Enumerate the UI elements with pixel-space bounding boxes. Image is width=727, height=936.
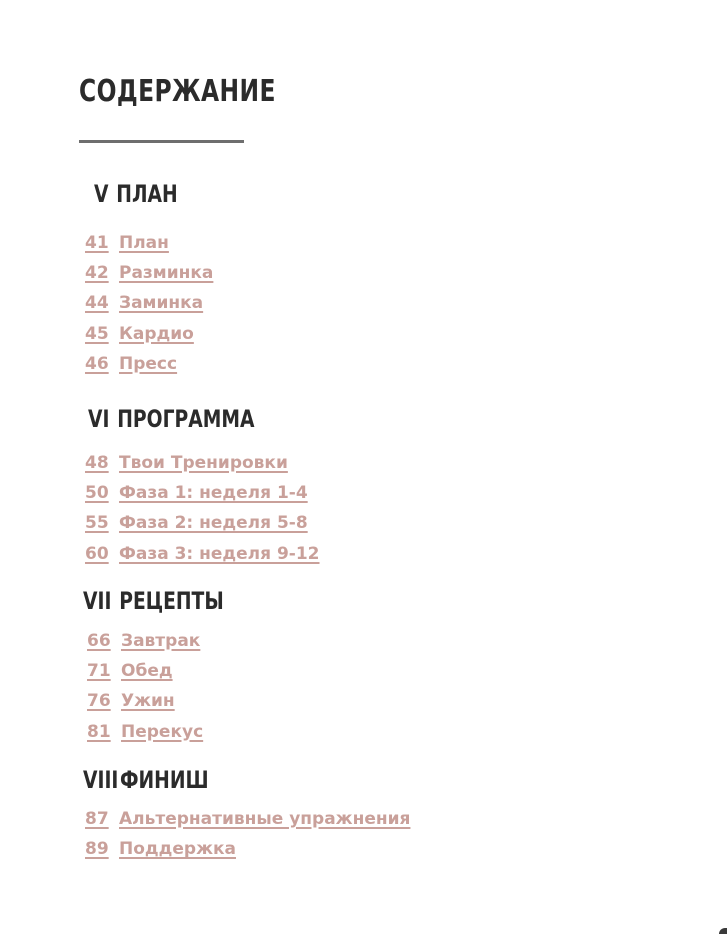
toc-page-number[interactable]: 81 [87,721,111,742]
toc-label[interactable]: Пресс [119,353,178,374]
toc-label[interactable]: Ужин [121,691,175,712]
toc-label[interactable]: Твои Тренировки [119,453,288,473]
toc-page-number[interactable]: 45 [85,323,109,344]
section-numeral: V [94,180,109,208]
toc-entry[interactable] [85,260,213,290]
section-heading-recipes [83,587,224,615]
toc-entry[interactable] [85,230,213,260]
toc-page-number[interactable]: 66 [87,631,111,651]
toc-entry[interactable] [85,290,213,320]
section-numeral: VI [88,405,110,433]
toc-page-number[interactable]: 48 [85,453,109,473]
toc-page-number[interactable]: 46 [85,353,109,374]
toc-entry[interactable] [85,321,213,351]
section-name: ПЛАН [116,180,178,208]
section-heading-finish [83,766,209,794]
toc-entry[interactable] [85,541,320,571]
toc-label[interactable]: Перекус [121,721,204,742]
toc-page-number[interactable]: 60 [85,543,109,564]
toc-entry[interactable] [85,351,213,381]
toc-page-number[interactable]: 42 [85,263,109,284]
toc-entry[interactable] [85,510,320,540]
toc-label[interactable]: Поддержка [119,839,236,860]
page-title: СОДЕРЖАНИЕ [79,74,276,109]
section-name: ПРОГРАММА [117,405,255,433]
toc-page-number[interactable]: 55 [85,513,109,534]
title-divider [79,140,244,143]
section-name: ФИНИШ [119,766,209,794]
toc-label[interactable]: Обед [121,661,173,682]
toc-label[interactable]: Фаза 2: неделя 5-8 [119,513,308,534]
toc-list-recipes [87,628,203,749]
section-numeral: VIII [83,766,119,794]
toc-page-number[interactable]: 71 [87,661,111,682]
toc-label[interactable]: Завтрак [121,631,201,651]
toc-entry[interactable] [85,450,320,480]
toc-entry[interactable] [87,719,203,749]
toc-page-number[interactable]: 41 [85,233,109,253]
toc-list-program [85,450,320,571]
toc-page-number[interactable]: 89 [85,839,109,860]
toc-page-number[interactable]: 87 [85,809,109,829]
toc-page-number[interactable]: 50 [85,483,109,504]
toc-list-plan [85,230,213,381]
toc-page-number[interactable]: 76 [87,691,111,712]
toc-entry[interactable] [85,836,410,866]
section-name: РЕЦЕПТЫ [119,587,224,615]
corner-mark [719,928,727,934]
toc-entry[interactable] [85,806,410,836]
toc-entry[interactable] [87,658,203,688]
toc-page-number[interactable]: 44 [85,293,109,314]
toc-entry[interactable] [87,628,203,658]
toc-list-finish [85,806,410,866]
toc-entry[interactable] [85,480,320,510]
toc-label[interactable]: Альтернативные упражнения [119,809,411,829]
toc-label[interactable]: Фаза 3: неделя 9-12 [119,543,320,564]
toc-label[interactable]: Кардио [119,323,194,344]
section-heading-program [88,405,254,433]
section-heading-plan [94,180,178,208]
toc-label[interactable]: Разминка [119,263,214,284]
section-numeral: VII [83,587,112,615]
toc-entry[interactable] [87,688,203,718]
toc-label[interactable]: Фаза 1: неделя 1-4 [119,483,308,504]
toc-label[interactable]: Заминка [119,293,204,314]
toc-label[interactable]: План [119,233,169,253]
